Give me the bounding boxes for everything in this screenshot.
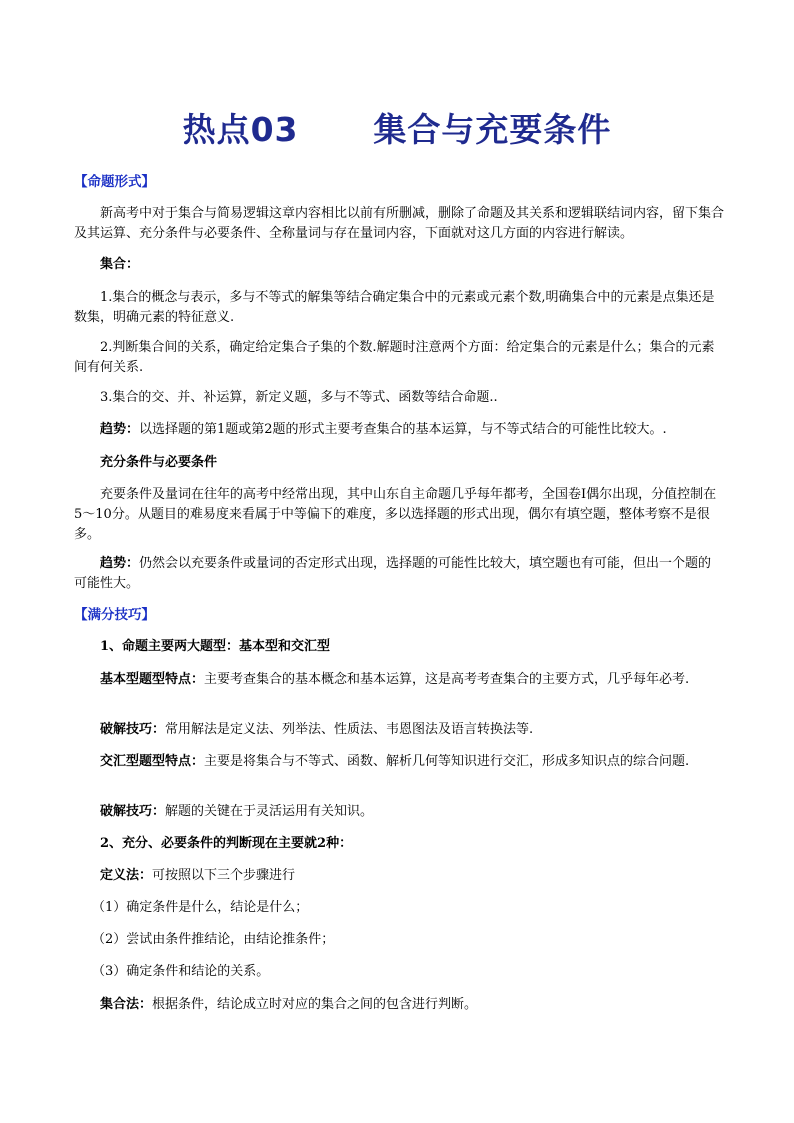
trend-1-label: 趋势： (100, 422, 140, 437)
crack-tip-1-label: 破解技巧： (100, 722, 166, 737)
crack-tip-2-label: 破解技巧： (100, 804, 166, 819)
section-heading-skills: 【满分技巧】 (74, 607, 155, 623)
section-heading-format: 【命题形式】 (74, 174, 155, 190)
step-2: （2）尝试由条件推结论，由结论推条件； (92, 932, 335, 947)
step-3: （3）确定条件和结论的关系。 (92, 964, 270, 979)
skills-heading-1: 1、命题主要两大题型：基本型和交汇型 (100, 639, 331, 654)
page-title: 热点03 集合与充要条件 (182, 110, 612, 149)
set-item-1: 1.集合的概念与表示，多与不等式的解集等结合确定集合中的元素或元素个数,明确集合中的元素是点集还是数集，明确元素的特征意义. (74, 290, 715, 325)
set-heading: 集合： (100, 257, 140, 272)
set-method-text: 根据条件，结论成立时对应的集合之间的包含进行判断。 (152, 997, 478, 1012)
condition-paragraph: 充要条件及量词在往年的高考中经常出现，其中山东自主命题几乎每年都考，全国卷Ⅰ偶尔出现，分值控制在5～10分。从题目的难易度来看属于中等偏下的难度，多以选择题的形式出现，偶尔有填空题，整体考察不是很多。 (74, 487, 717, 542)
cross-type (74, 752, 724, 772)
cross-type-text: 主要是将集合与不等式、函数、解析几何等知识进行交汇，形成多知识点的综合问题. (204, 754, 690, 769)
trend-2-text: 仍然会以充要条件或量词的否定形式出现，选择题的可能性比较大，填空题也有可能，但出一个题的可能性大。 (74, 556, 712, 591)
trend-2-label: 趋势： (100, 556, 140, 571)
definition-method-text: 可按照以下三个步骤进行 (152, 868, 296, 883)
basic-type-text: 主要考查集合的基本概念和基本运算，这是高考考查集合的主要方式，几乎每年必考. (204, 672, 690, 687)
step-1: （1）确定条件是什么，结论是什么； (92, 900, 309, 915)
definition-method-label: 定义法： (100, 868, 153, 883)
crack-tip-1-text: 常用解法是定义法、列举法、性质法、韦恩图法及语言转换法等. (165, 722, 534, 737)
condition-heading: 充分条件与必要条件 (100, 455, 218, 470)
set-method (74, 995, 750, 1015)
set-item-3: 3.集合的交、并、补运算，新定义题，多与不等式、函数等结合命题.. (100, 390, 498, 405)
set-method-label: 集合法： (100, 997, 153, 1012)
crack-tip-2-text: 解题的关键在于灵活运用有关知识。 (165, 804, 374, 819)
basic-type (74, 670, 724, 690)
set-item-2: 2.判断集合间的关系，确定给定集合子集的个数.解题时注意两个方面：给定集合的元素是什么；集合的元素间有何关系. (74, 340, 715, 375)
skills-heading-2: 2、充分、必要条件的判断现在主要就2种： (100, 836, 353, 851)
crack-tip-2 (74, 802, 724, 822)
cross-type-label: 交汇型题型特点： (100, 754, 205, 769)
crack-tip-1 (74, 720, 724, 740)
intro-paragraph: 新高考中对于集合与简易逻辑这章内容相比以前有所删减，删除了命题及其关系和逻辑联结词内容，留下集合及其运算、充分条件与必要条件、全称量词与存在量词内容，下面就对这几方面的内容进行解读。 (74, 206, 725, 241)
trend-1 (74, 420, 724, 440)
basic-type-label: 基本型题型特点： (100, 672, 205, 687)
trend-1-text: 以选择题的第1题或第2题的形式主要考查集合的基本运算，与不等式结合的可能性比较大。. (139, 422, 667, 437)
trend-2 (74, 554, 724, 594)
definition-method (74, 866, 750, 886)
